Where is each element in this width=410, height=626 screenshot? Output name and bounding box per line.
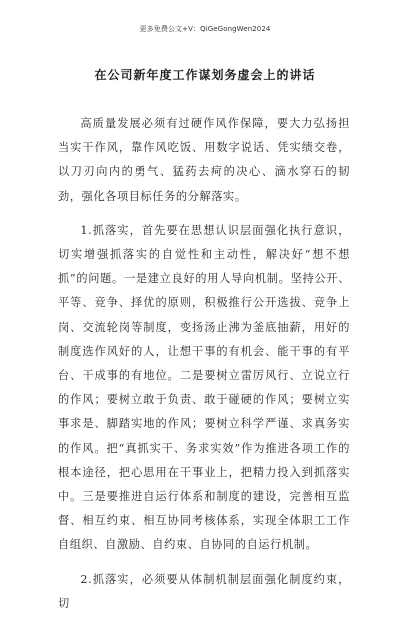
paragraph-point-1: 1.抓落实，首先要在思想认识层面强化执行意识，切实增强抓落实的自觉性和主动性，解决好“想不想抓”的问题。一是建立良好的用人导向机制。坚持公开、平等、竞争、择优的原则，积极推行公开选拔、竞争上岗、交流轮岗等制度，变扬汤止沸为釜底抽薪，用好的制度选作风好的人，让想干事的有机会、能干事的有平台、干成事的有地位。二是要树立雷厉风行、立说立行的作风；要树立敢于负责、敢于碰硬的作风；要树立实事求是、脚踏实地的作风；要树立科学严谨、求真务实的作风。把“真抓实干、务求实效”作为推进各项工作的根本途径，把心思用在干事业上，把精力投入到抓落实中。三是要推进自运行体系和制度的建设，完善相互监督、相互约束、相互协同考核体系，实现全体职工工作自组织、自激励、自约束、自协同的自运行机制。 bbox=[58, 223, 350, 552]
paragraph-intro: 高质量发展必须有过硬作风作保障，要大力弘扬担当实干作风，靠作风吃饭、用数字说话、凭实绩交卷，以刀刃向内的勇气、猛药去疴的决心、滴水穿石的韧劲，强化各项目标任务的分解落实。 bbox=[58, 117, 350, 203]
document-body bbox=[58, 112, 350, 626]
header-note: 更多免费公文+V：QiGeGongWen2024 bbox=[139, 25, 271, 33]
paragraph-point-2: 2.抓落实，必须要从体制机制层面强化制度约束，切 bbox=[58, 572, 350, 610]
document-title: 在公司新年度工作谋划务虚会上的讲话 bbox=[94, 68, 316, 82]
